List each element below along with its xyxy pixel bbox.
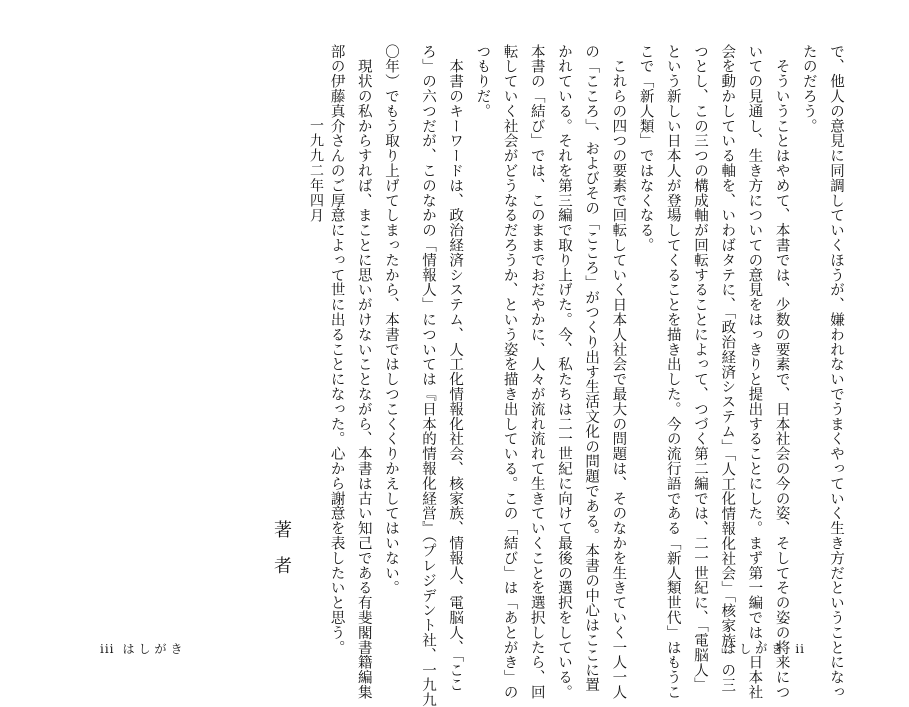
page-ii [419,0,909,707]
text-line: つとし、この三つの構成軸が回転することによって、つづく第二編では、二一世紀に、「電脳人」 [691,44,708,693]
preface-author: 著者 [271,520,292,592]
text-line: という新しい日本人が登場してくることを描き出した。今の流行語である「新人類世代」はもうこ [664,44,681,700]
text-line: かれている。それを第三編で取り上げた。今、私たちは二一世紀に向けて最後の選択をしている。 [555,44,572,700]
text-line: で、他人の意見に同調していくほうが、嫌われないでうまくやっていく生き方だということになっ [828,44,844,700]
text-line: こで「新人類」ではなくなる。 [637,44,654,253]
running-head: はしがき [723,642,788,656]
running-head: はしがき [122,642,187,656]
text-line: いての見通し、生き方についての意見をはっきりと提出することにした。まず第一編では、日本社 [746,44,763,700]
folio-left [92,640,187,657]
text-line: つもりだ。 [474,44,491,119]
text-line: 本書のキーワードは、政治経済システム、人工化情報化社会、核家族、情報人、電脳人、「ここ [447,44,464,693]
text-line: の「こころ」、およびその「こころ」がつくり出す生活文化の問題である。本書の中心はここに置 [583,44,600,693]
page-number: iii [100,642,115,656]
text-line: たのだろう。 [800,44,817,134]
page-iii [0,0,454,707]
text-line: 〇年）でもう取り上げてしまったから、本書ではしつこくくりかえしてはいない。 [383,44,399,596]
text-line: 転していく社会がどうなるだろうか、という姿を描き出している。この「結び」は「あとがき」の [501,44,518,700]
text-line: これらの四つの要素で回転していく日本人社会で最大の問題は、そのなかを生きていく一人一人 [610,44,627,700]
page-number: ii [795,642,805,656]
text-line: 会を動かしている軸を、いわばタテに、「政治経済システム」「人工化情報化社会」「核家族」の三 [719,44,736,693]
text-line: そういうことはやめて、本書では、少数の要素で、日本社会の今の姿、そしてその姿の将来につ [773,44,790,700]
text-line: ろ」の六つだが、このなかの「情報人」については『日本的情報化経営』（プレジデント社、一九九 [419,44,436,707]
text-line: 現状の私からすれば、まことに思いがけないことながら、本書は古い知己である有斐閣書籍編集 [355,44,372,700]
text-line: 部の伊藤真介さんのご厚意によって世に出ることになった。心から謝意を表したいと思う。 [328,44,345,655]
preface-date: 一九九二年四月 [308,118,324,223]
folio-right [723,640,813,657]
text-line: 本書の「結び」では、このままでおだやかに、人々が流れ流れて生きていくことを選択したら、回 [528,44,545,700]
